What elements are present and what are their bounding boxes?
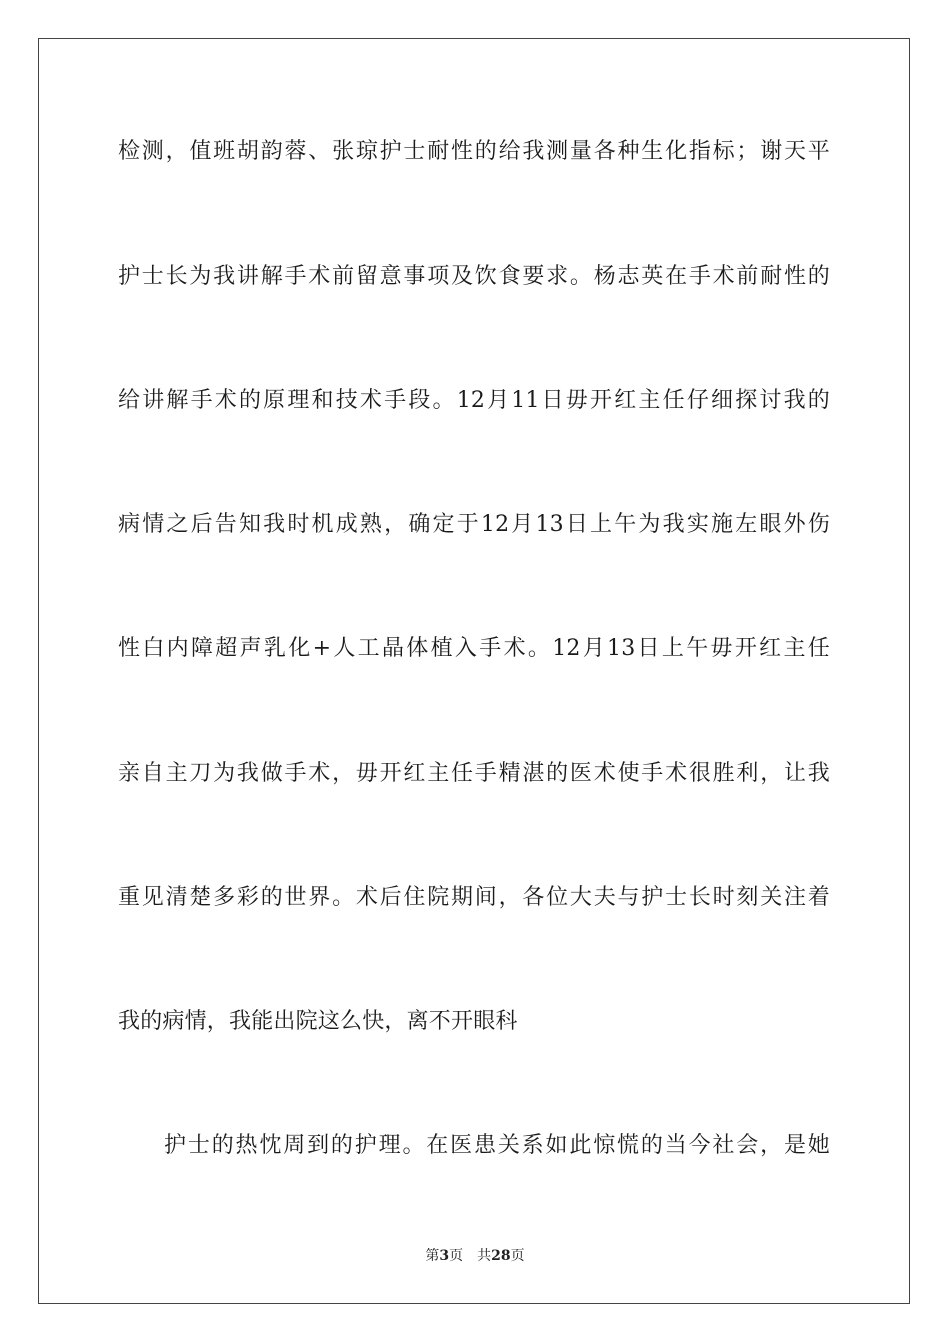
body-text-line-2: 护士长为我讲解手术前留意事项及饮食要求。杨志英在手术前耐性的: [118, 264, 830, 289]
body-text-line-7: 重见清楚多彩的世界。术后住院期间，各位大夫与护士长时刻关注着: [118, 885, 830, 910]
total-prefix: 共: [477, 1248, 492, 1264]
total-pages: 28: [491, 1248, 511, 1264]
page-prefix: 第: [425, 1248, 440, 1264]
page-suffix: 页: [449, 1248, 464, 1264]
body-text-line-5: 性白内障超声乳化+人工晶体植入手术。12月13日上午毋开红主任: [118, 636, 830, 661]
body-text-line-4: 病情之后告知我时机成熟，确定于12月13日上午为我实施左眼外伤: [118, 512, 830, 537]
total-suffix: 页: [510, 1248, 525, 1264]
body-text-line-1: 检测，值班胡韵蓉、张琼护士耐性的给我测量各种生化指标；谢天平: [118, 139, 830, 164]
page-number: 3: [439, 1248, 450, 1264]
body-text-line-8: 我的病情，我能出院这么快，离不开眼科: [118, 1009, 518, 1034]
paragraph-start-line: 护士的热忱周到的护理。在医患关系如此惊慌的当今社会，是她: [164, 1133, 830, 1158]
body-text-line-6: 亲自主刀为我做手术，毋开红主任手精湛的医术使手术很胜利，让我: [118, 761, 830, 786]
page-border: [38, 38, 910, 1304]
page-footer: [0, 1247, 950, 1265]
body-text-line-3: 给讲解手术的原理和技术手段。12月11日毋开红主任仔细探讨我的: [118, 388, 830, 413]
